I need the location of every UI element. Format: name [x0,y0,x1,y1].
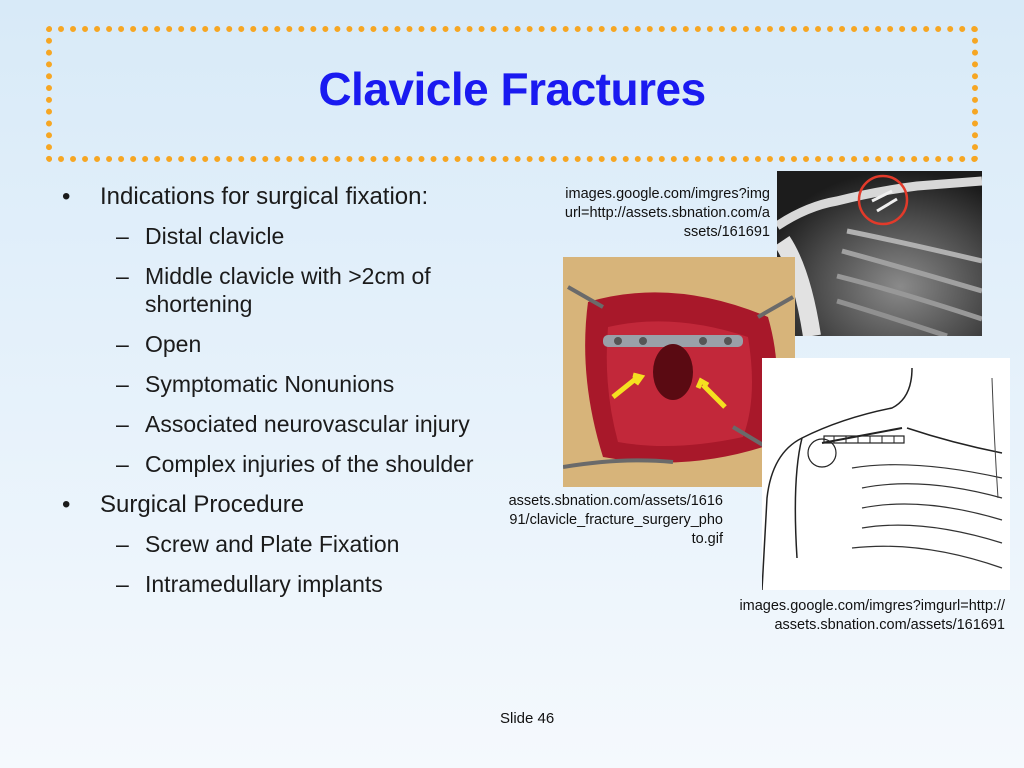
bullet-dot-icon: • [62,491,71,518]
dash-icon: – [116,331,129,357]
bullet-dot-icon: • [62,183,71,210]
sub-bullet-item [60,330,480,358]
bullet-list [60,182,480,610]
dash-icon: – [116,451,129,477]
xray-caption: images.google.com/imgres?img url=http://assets.sbnation.com/a ssets/161691 [564,186,770,240]
anatomy-drawing [762,358,1010,590]
sub-bullet-text: Screw and Plate Fixation [145,531,400,557]
bullet-text: Indications for surgical fixation: [100,183,429,210]
dash-icon: – [116,263,129,289]
slide-title: Clavicle Fractures [318,63,706,115]
sub-bullet-item [60,570,480,598]
sub-bullet-text: Associated neurovascular injury [145,411,470,437]
sub-bullet-item [60,450,480,478]
sub-bullet-text: Symptomatic Nonunions [145,371,395,397]
sub-bullet-item [60,530,480,558]
sub-bullet-text: Middle clavicle with >2cm of shortening [145,263,431,317]
sub-bullet-item [60,370,480,398]
dash-icon: – [116,571,129,597]
dash-icon: – [116,411,129,437]
drawing-caption: images.google.com/imgres?imgurl=http:// assets.sbnation.com/assets/161691 [739,598,1005,633]
bullet-item [60,182,480,212]
sub-bullet-item [60,222,480,250]
dash-icon: – [116,531,129,557]
sub-bullet-item [60,410,480,438]
surgery-photo [563,257,795,487]
sub-bullet-text: Distal clavicle [145,223,285,249]
sub-bullet-text: Complex injuries of the shoulder [145,451,474,477]
bullet-text: Surgical Procedure [100,491,305,518]
dash-icon: – [116,371,129,397]
sub-bullet-item [60,262,480,318]
sub-bullet-text: Open [145,331,202,357]
surgery-caption: assets.sbnation.com/assets/1616 91/clavicle_fracture_surgery_pho to.gif [508,493,723,547]
dash-icon: – [116,223,129,249]
bullet-item [60,490,480,520]
sub-bullet-text: Intramedullary implants [145,571,383,597]
xray-image [777,171,982,336]
slide-number: Slide 46 [500,710,555,727]
